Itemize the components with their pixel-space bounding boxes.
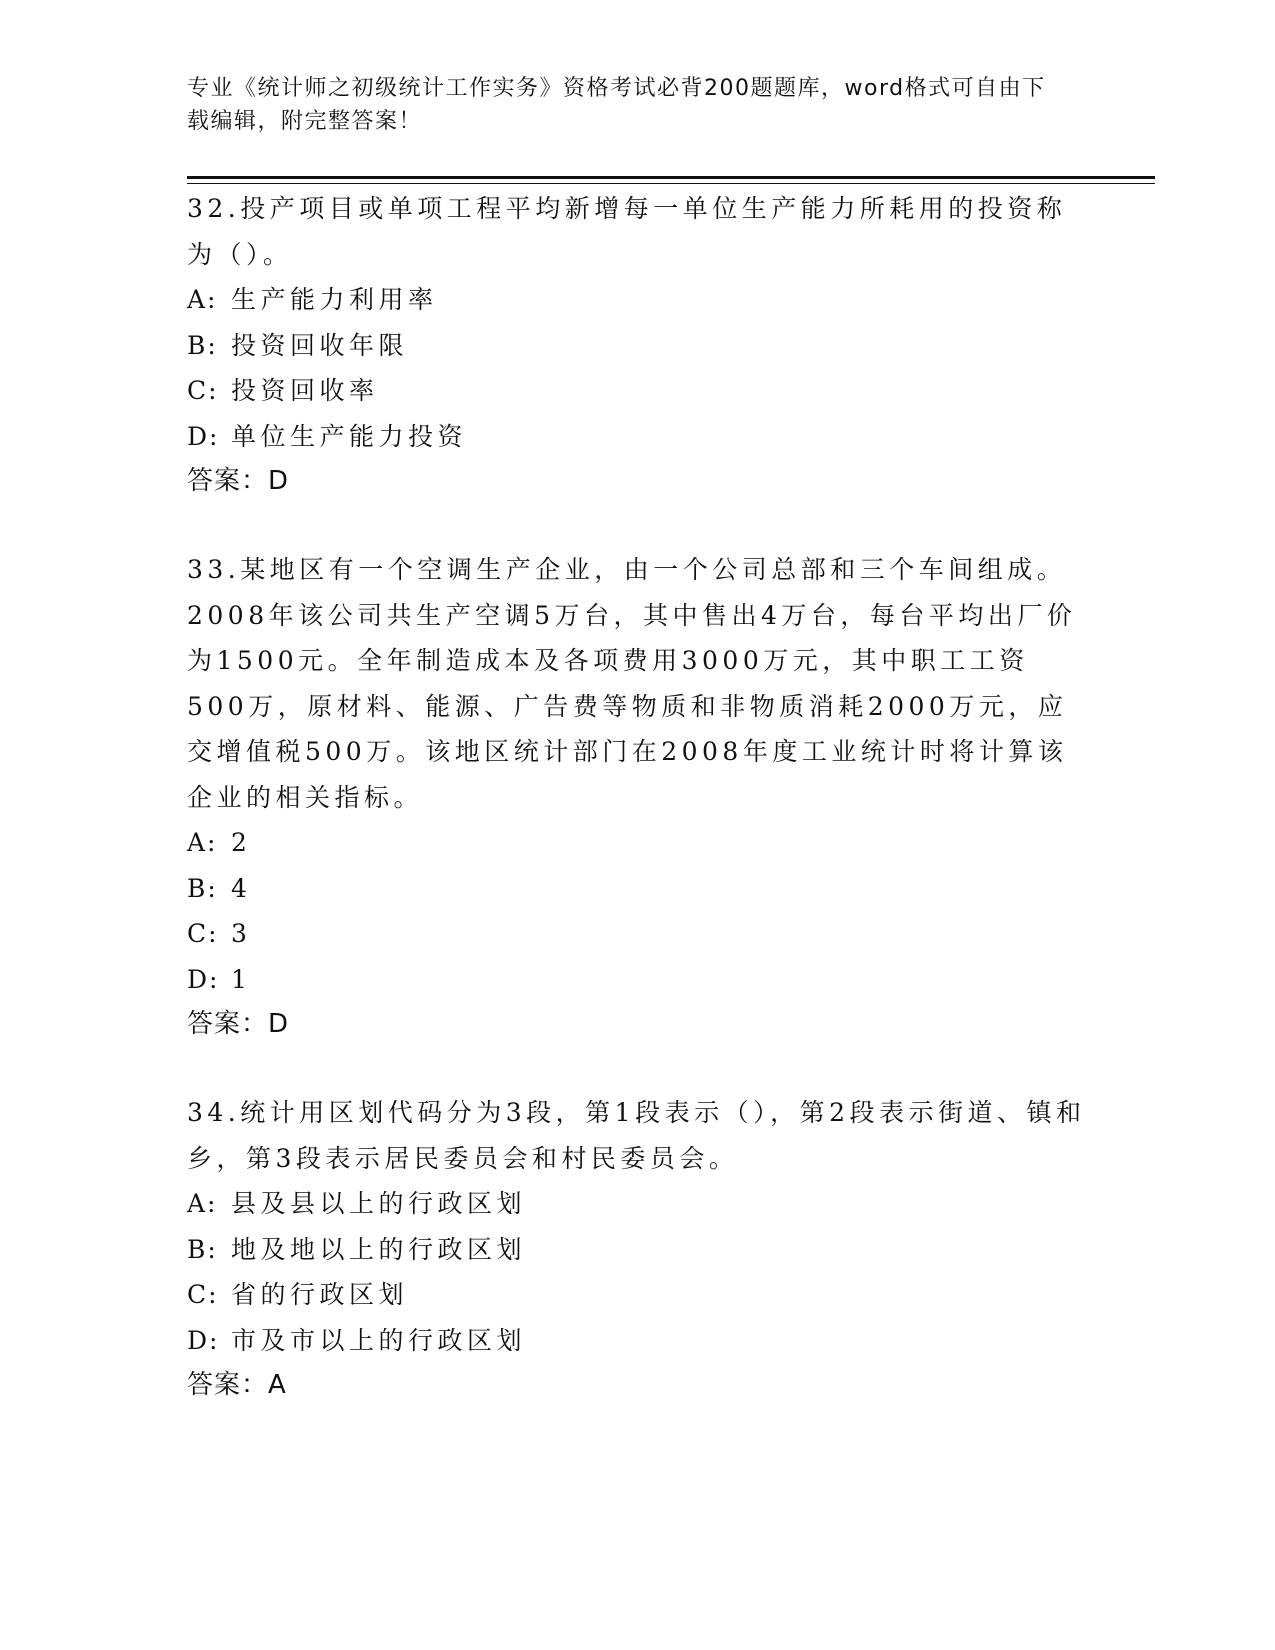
option-letter: B: <box>187 330 218 360</box>
answer-label: 答案：D <box>187 1009 290 1039</box>
option-b <box>187 1227 1087 1273</box>
option-letter: B: <box>187 873 218 903</box>
question-33 <box>187 547 1087 1047</box>
option-d <box>187 1318 1087 1364</box>
option-letter: A: <box>187 1189 218 1218</box>
header-divider-thin <box>187 183 1155 184</box>
option-letter: C: <box>187 1280 219 1309</box>
question-stem: 32.投产项目或单项工程平均新增每一单位生产能力所耗用的投资称为（）。 <box>187 194 1067 269</box>
option-letter: D: <box>187 964 220 994</box>
option-c <box>187 911 1087 957</box>
option-letter: A: <box>187 285 218 314</box>
option-a <box>187 820 1087 866</box>
option-text: 地及地以上的行政区划 <box>231 1234 527 1264</box>
answer-label: 答案：D <box>187 466 290 496</box>
option-text: 单位生产能力投资 <box>231 421 468 451</box>
document-header: 专业《统计师之初级统计工作实务》资格考试必背200题题库，word格式可自由下载编辑，附完整答案！ <box>187 76 1046 134</box>
question-34 <box>187 1090 1087 1408</box>
option-letter: D: <box>187 1325 220 1355</box>
option-a <box>187 277 1087 323</box>
question-stem: 33.某地区有一个空调生产企业，由一个公司总部和三个车间组成。2008年该公司共生产空调5万台，其中售出4万台，每台平均出厂价为1500元。全年制造成本及各项费用3000万元，其中职工工资500万，原材料、能源、广告费等物质和非物质消耗2000万元，应交增值税500万。该地区统计部门在2008年度工业统计时将计算该企业的相关指标。 <box>187 555 1077 812</box>
option-a <box>187 1181 1087 1227</box>
question-32 <box>187 186 1087 504</box>
option-text: 省的行政区划 <box>231 1280 409 1309</box>
option-b <box>187 323 1087 369</box>
option-c <box>187 1272 1087 1318</box>
option-letter: C: <box>187 376 219 405</box>
answer-label: 答案：A <box>187 1370 287 1400</box>
option-text: 3 <box>231 919 252 948</box>
option-d <box>187 957 1087 1003</box>
option-letter: C: <box>187 919 219 948</box>
option-text: 2 <box>231 828 252 857</box>
option-letter: D: <box>187 421 220 451</box>
option-text: 县及县以上的行政区划 <box>231 1189 527 1218</box>
option-text: 4 <box>231 873 252 903</box>
option-letter: B: <box>187 1234 218 1264</box>
option-b <box>187 866 1087 912</box>
option-text: 生产能力利用率 <box>231 285 438 314</box>
header-divider-thick <box>187 176 1155 179</box>
option-text: 市及市以上的行政区划 <box>231 1325 527 1355</box>
option-text: 1 <box>231 964 252 994</box>
option-c <box>187 368 1087 414</box>
option-text: 投资回收年限 <box>231 330 409 360</box>
question-stem: 34.统计用区划代码分为3段，第1段表示（），第2段表示街道、镇和乡，第3段表示居民委员会和村民委员会。 <box>187 1098 1086 1173</box>
option-d <box>187 414 1087 460</box>
option-letter: A: <box>187 828 218 857</box>
option-text: 投资回收率 <box>231 376 379 405</box>
